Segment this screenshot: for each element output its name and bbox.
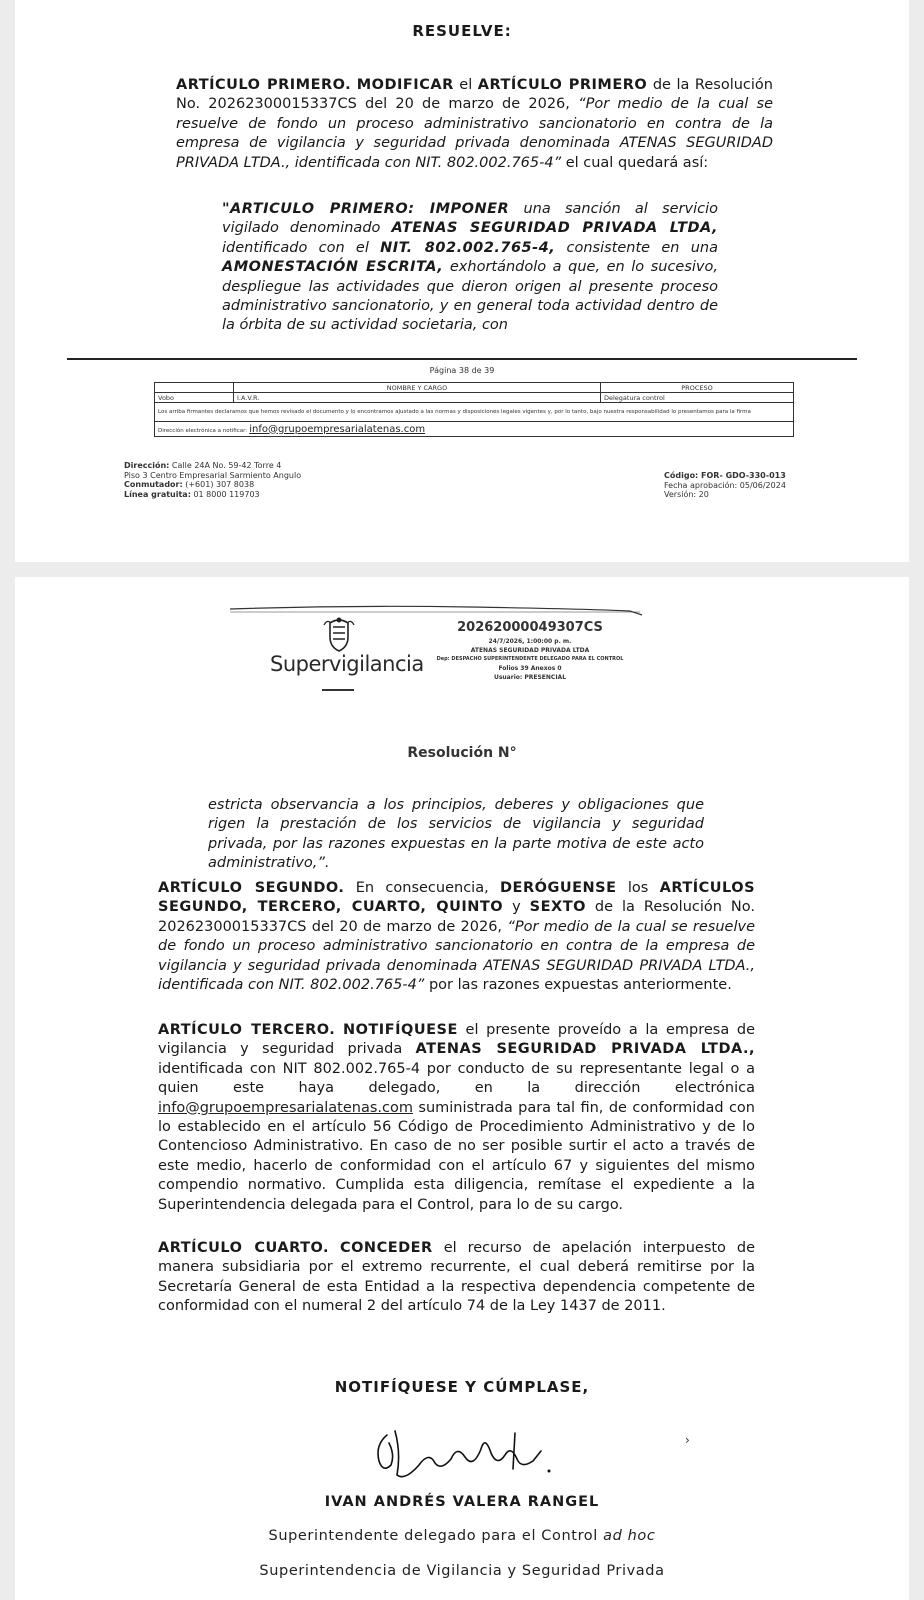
article-label: ARTÍCULO SEGUNDO. bbox=[158, 880, 345, 896]
footer-divider bbox=[67, 358, 857, 360]
article-label: ARTÍCULO PRIMERO. bbox=[176, 77, 352, 93]
signature-icon bbox=[365, 1425, 565, 1483]
article-cuarto: ARTÍCULO CUARTO. CONCEDER el recurso de apelación interpuesto de manera subsidiaria por el extremo recurrente, el cual deberá remitirse por la Secretaría General de esta Entidad a la respectiva dependencia competente de conformidad con el numeral 2 del artículo 74 de la Ley 1437 de 2011. bbox=[158, 1240, 756, 1315]
document-page-2 bbox=[15, 577, 909, 1600]
article-tercero: ARTÍCULO TERCERO. NOTIFÍQUESE el presente proveído a la empresa de vigilancia y seguridad privada ATENAS SEGURIDAD PRIVADA LTDA., identificada con NIT 802.002.765-4 por conducto de su representante legal o a quien este haya delegado, en la dirección electrónica info@grupoempresarialatenas.com suministrada para tal fin, de conformidad con lo establecido en el artículo 56 Código de Procedimiento Administrativo y de lo Contencioso Administrativo. En caso de no ser posible surtir el acto a través de este medio, hacerlo de conformidad con el artículo 67 y siguientes del mismo compendio normativo. Cumplida esta diligencia, remítase el expediente a la Superintendencia delegada para el Control, para lo de su cargo. bbox=[158, 1022, 755, 1213]
article-primero: ARTÍCULO PRIMERO. MODIFICAR el ARTÍCULO PRIMERO de la Resolución No. 20262300015337CS del 20 de marzo de 2026, “Por medio de la cual se resuelve de fondo un proceso administrativo sancionatorio en contra de la empresa de vigilancia y seguridad privada denominada ATENAS SEGURIDAD PRIVADA LTDA., identificada con NIT. 802.002.765-4” el cual quedará así: bbox=[176, 77, 774, 171]
notification-email-link[interactable]: info@grupoempresarialatenas.com bbox=[249, 423, 426, 435]
resolution-title-quote: “Por medio de la cual se resuelve de fondo un proceso administrativo sancionatorio en contra de la empresa de vigilancia y seguridad privada denominada ATENAS SEGURIDAD PRIVADA LTDA., identificada con NIT. 802.002.765-4” bbox=[176, 96, 774, 171]
resuelve-heading: RESUELVE: bbox=[412, 22, 512, 40]
filing-stamp: 20262000049307CS 24/7/2026, 1:00:00 p. m. ATENAS SEGURIDAD PRIVADA LTDA Dep: DESPACHO SUPERINTENDENTE DELEGADO PARA EL CONTROL Folios 39 Anexos 0 Usuario: PRESENCIAL bbox=[420, 619, 640, 682]
notification-email-link[interactable]: info@grupoempresarialatenas.com bbox=[158, 1099, 413, 1116]
article-segundo: ARTÍCULO SEGUNDO. En consecuencia, DERÓGUENSE los ARTÍCULOS SEGUNDO, TERCERO, CUARTO, QUINTO y SEXTO de la Resolución No. 20262300015337CS del 20 de marzo de 2026, “Por medio de la cual se resuelve de fondo un proceso administrativo sancionatorio en contra de la empresa de vigilancia y seguridad privada denominada ATENAS SEGURIDAD PRIVADA LTDA., identificada con NIT. 802.002.765-4” por las razones expuestas anteriormente. bbox=[158, 880, 756, 994]
document-codes: Código: FOR- GDO-330-013 Fecha aprobación: 05/06/2024 Versión: 20 bbox=[664, 471, 786, 499]
article-label: ARTÍCULO TERCERO. bbox=[158, 1022, 336, 1038]
document-page-1 bbox=[15, 0, 909, 562]
stray-mark: › bbox=[685, 1433, 690, 1447]
page-number: Página 38 de 39 bbox=[429, 366, 495, 375]
filing-number: 20262000049307CS bbox=[457, 620, 603, 635]
quoted-article-continuation: estricta observancia a los principios, deberes y obligaciones que rigen la prestación de los servicios de vigilancia y seguridad privada, por las razones expuestas en la parte motiva de este acto administrativo,”. bbox=[208, 797, 704, 872]
closing-formula: NOTIFÍQUESE Y CÚMPLASE, bbox=[334, 1378, 590, 1396]
address-block: Dirección: Calle 24A No. 59-42 Torre 4 Piso 3 Centro Empresarial Sarmiento Angulo Conmutador: (+601) 307 8038 Línea gratuita: 01 8000 119703 bbox=[124, 461, 302, 499]
approval-table: NOMBRE Y CARGO PROCESO Vobo I.A.V.R. Delegatura control Los arriba firmantes declaramos que hemos revisado el documento y lo encontramos ajustado a las normas y disposiciones legales vigentes y, por lo tanto, bajo nuestra responsabilidad lo presentamos para la firma Dirección electrónica a notificar: info@grupoempresarialatenas.com bbox=[154, 382, 794, 437]
entity-name: Superintendencia de Vigilancia y Seguridad Privada bbox=[259, 1563, 665, 1579]
logo-underline bbox=[322, 689, 354, 691]
article-label: ARTÍCULO CUARTO. bbox=[158, 1240, 329, 1256]
quoted-article: "ARTICULO PRIMERO: IMPONER una sanción al servicio vigilado denominado ATENAS SEGURIDAD PRIVADA LTDA, identificado con el NIT. 802.002.765-4, consistente en una AMONESTACIÓN ESCRITA, exhortándolo a que, en lo sucesivo, despliegue las actividades que dieron origen al presente proceso administrativo sancionatorio, y en general toda actividad dentro de la órbita de su actividad societaria, con bbox=[222, 201, 719, 334]
article-verb: MODIFICAR bbox=[356, 77, 454, 93]
signer-name: IVAN ANDRÉS VALERA RANGEL bbox=[324, 1494, 600, 1510]
supervigilancia-logo: Supervigilancia bbox=[270, 652, 424, 676]
resolution-title-quote: “Por medio de la cual se resuelve de fondo un proceso administrativo sancionatorio en contra de la empresa de vigilancia y seguridad privada denominada ATENAS SEGURIDAD PRIVADA LTDA., identificada con NIT. 802.002.765-4” bbox=[158, 918, 755, 994]
signer-role: Superintendente delegado para el Control ad hoc bbox=[268, 1528, 656, 1544]
coat-of-arms-icon bbox=[322, 615, 356, 655]
resolution-heading: Resolución N° bbox=[407, 745, 517, 761]
